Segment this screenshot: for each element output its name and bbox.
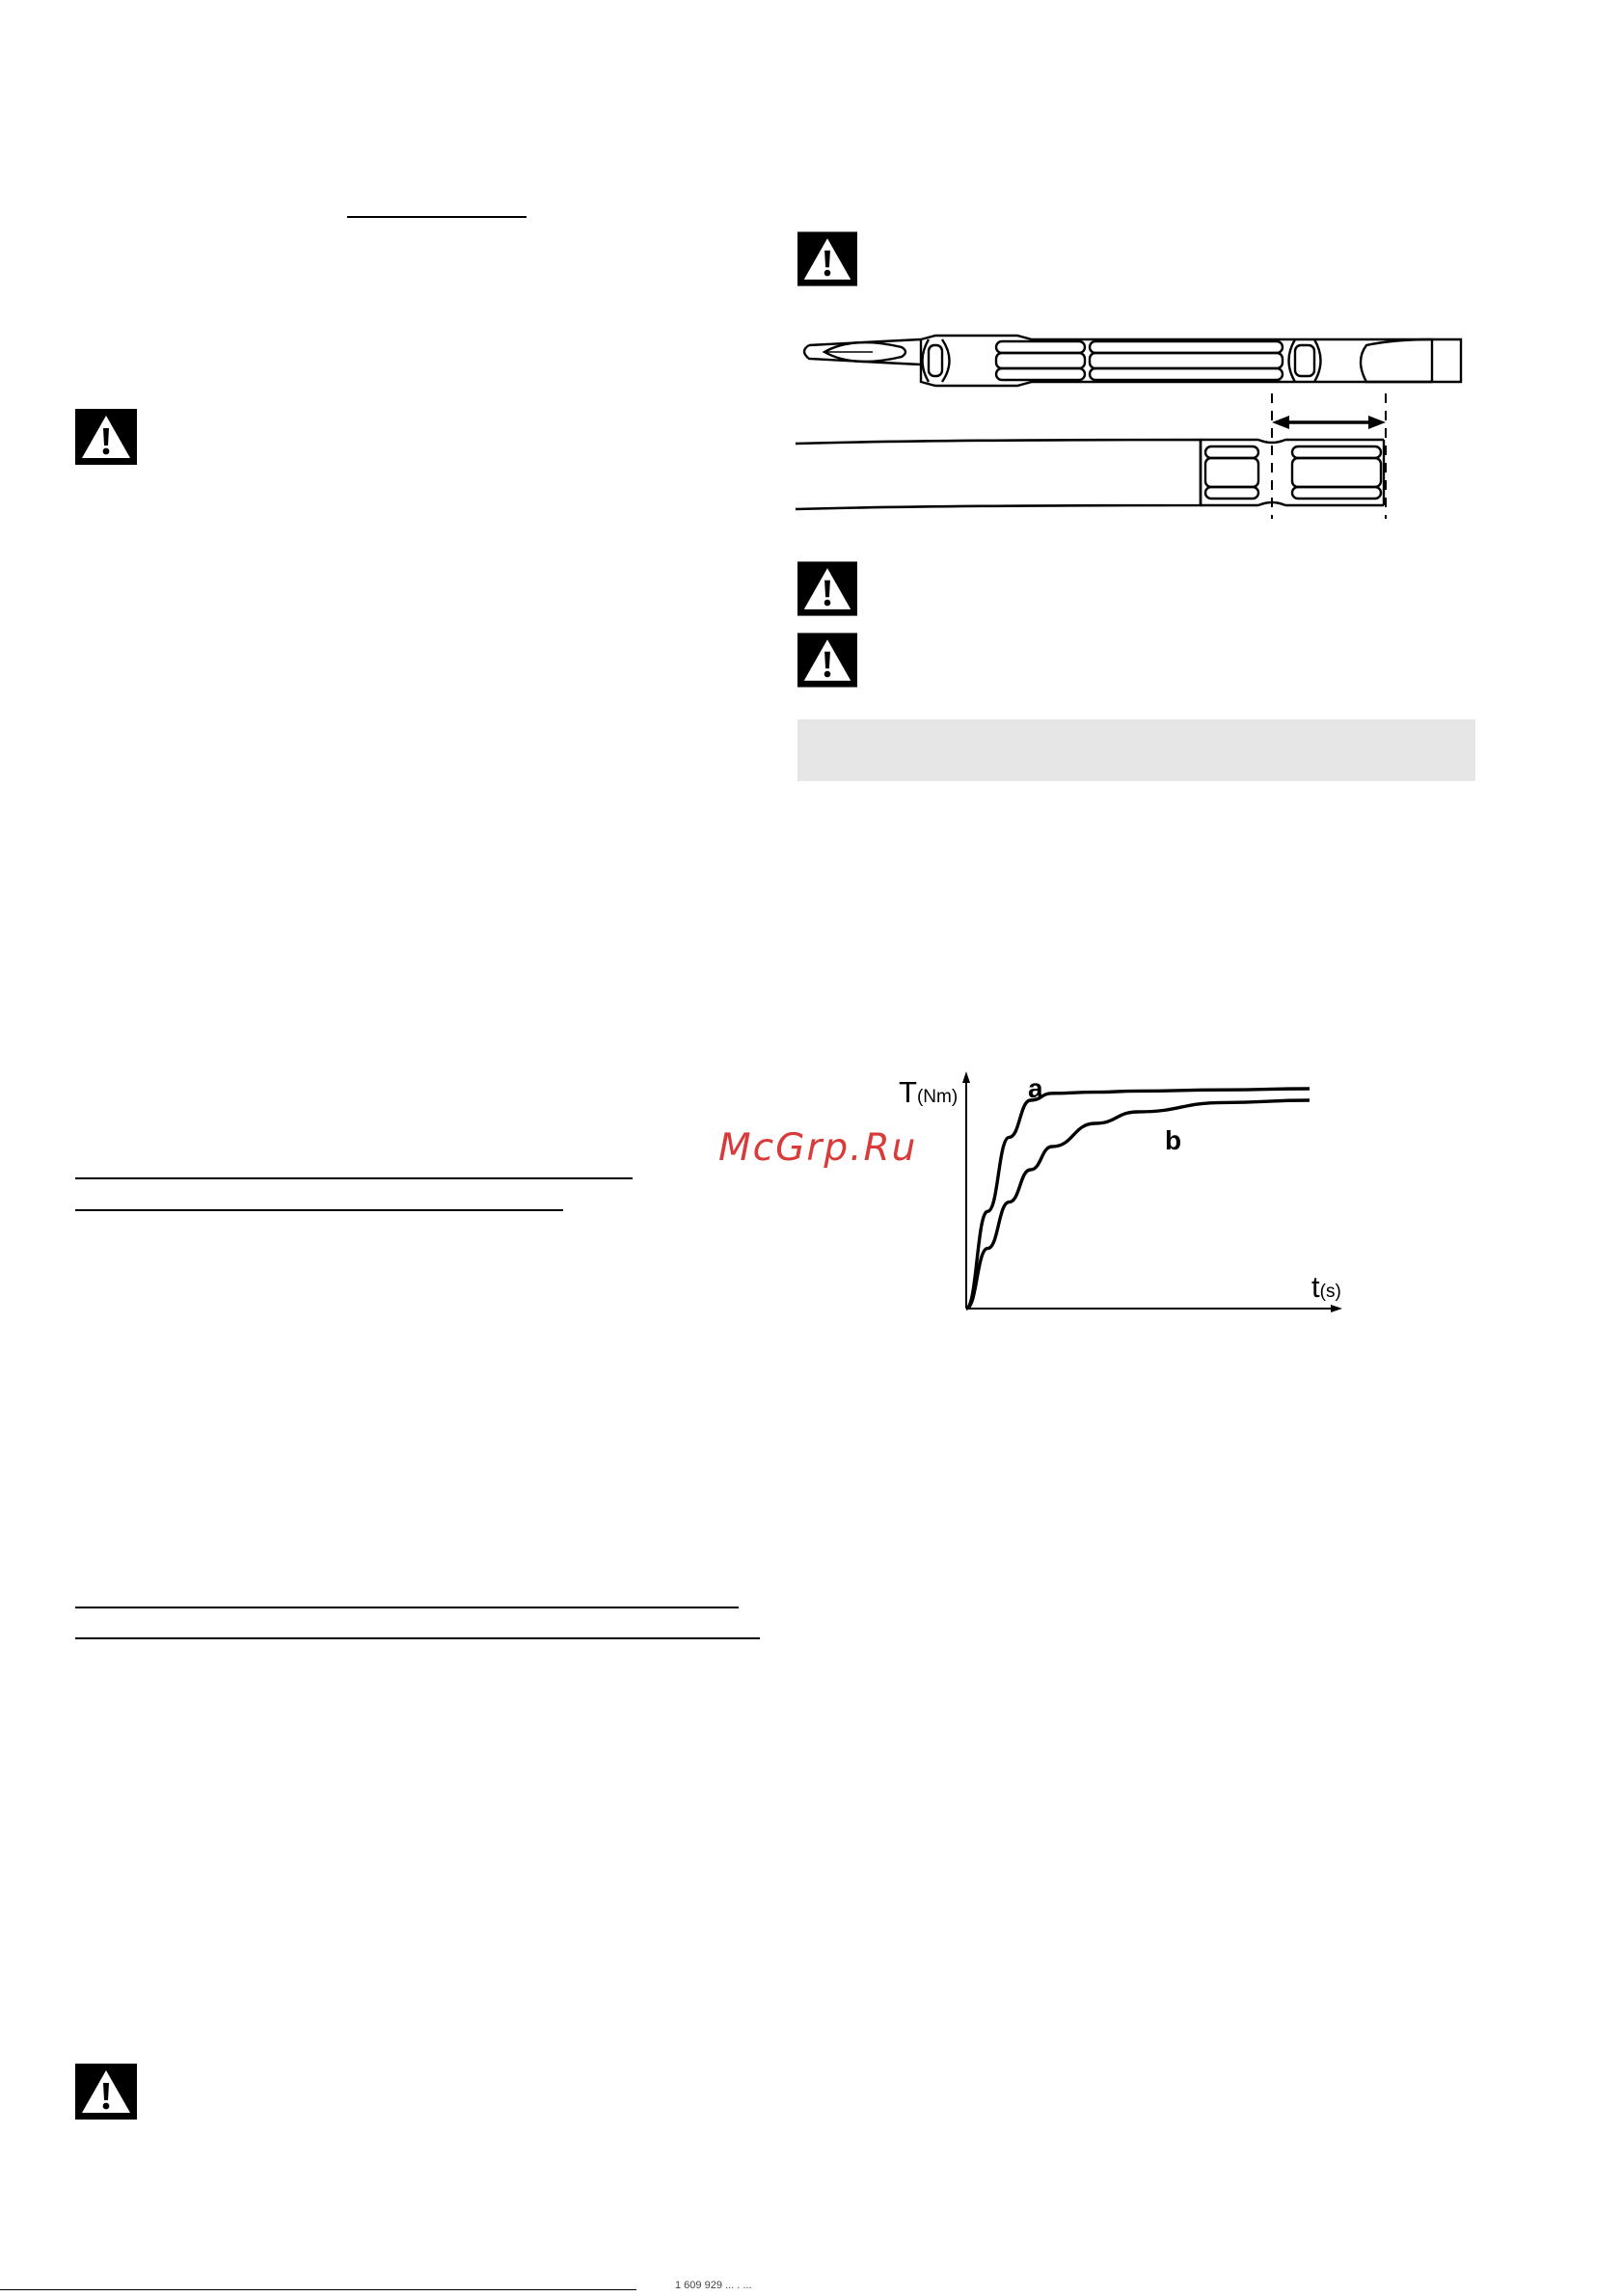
series-b-label: b [1165, 1125, 1182, 1155]
x-axis-label-main: t [1311, 1270, 1320, 1304]
series-a-line [966, 1089, 1310, 1309]
chart-svg [897, 1066, 1350, 1326]
grey-shaded-section [797, 719, 1475, 781]
warning-triangle-icon [797, 561, 857, 621]
y-axis-label-main: T [899, 1075, 917, 1109]
series-b-line [966, 1100, 1310, 1309]
heading-underline-top [347, 216, 527, 218]
section-underline-4 [75, 1637, 760, 1639]
watermark-text: McGrp.Ru [718, 1126, 918, 1170]
y-axis-arrow [962, 1071, 970, 1083]
y-axis-label-unit: (Nm) [916, 1087, 959, 1107]
x-axis-arrow [1331, 1305, 1342, 1312]
y-axis-label [899, 1075, 958, 1110]
series-a-label: a [1028, 1073, 1043, 1103]
screwdriver-bit-illustration [796, 307, 1471, 535]
section-underline-3 [75, 1607, 739, 1608]
warning-triangle-icon [75, 409, 137, 470]
warning-triangle-icon [797, 633, 857, 692]
section-underline-1 [75, 1177, 633, 1179]
section-underline-2 [75, 1209, 563, 1211]
torque-time-chart [897, 1066, 1350, 1326]
warning-triangle-icon [797, 231, 857, 291]
footer-fragment: 1 609 929 ... . ... [675, 2280, 752, 2291]
x-axis-label-unit: (s) [1319, 1282, 1341, 1302]
x-axis-label [1311, 1270, 1341, 1305]
warning-triangle-icon [75, 2064, 137, 2124]
footer-rule [0, 2289, 636, 2290]
